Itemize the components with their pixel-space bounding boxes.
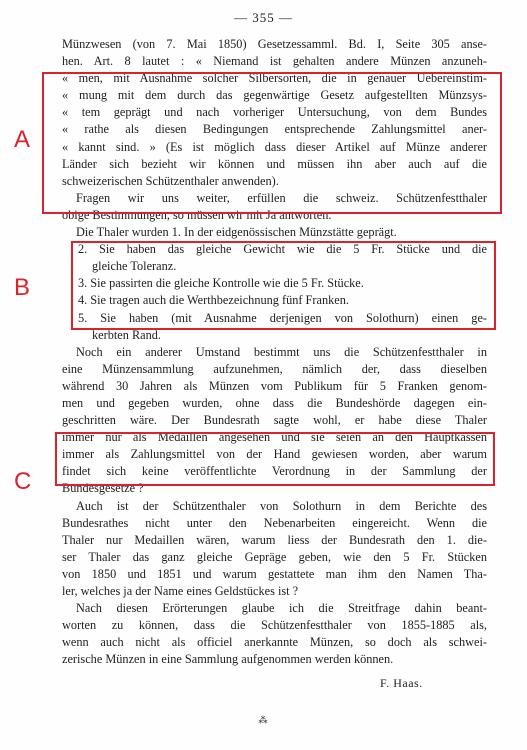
text-line: Bundesrathes nicht unter den Nebenarbeiten eingereicht. Wenn die xyxy=(62,515,487,530)
text-line: Auch ist der Schützenthaler von Solothurn in dem Berichte des xyxy=(76,498,487,513)
annotation-label-b: B xyxy=(14,274,31,301)
list-item: 4. Sie tragen auch die Werthbezeichnung fünf Franken. xyxy=(78,293,349,308)
text-line: « kannt sind. » (Es ist möglich dass dieser Artikel auf Münze anderer xyxy=(62,139,487,154)
annotation-label-a: A xyxy=(14,126,31,153)
list-item: 3. Sie passirten die gleiche Kontrolle wie die 5 Fr. Stücke. xyxy=(78,276,364,291)
text-line: zerische Münzen in eine Sammlung aufgenommen werden können. xyxy=(62,652,394,667)
text-line: von 1850 und 1851 und warum gestattete man ihm den Namen Tha- xyxy=(62,566,487,581)
text-line: Noch ein anderer Umstand bestimmt uns die Schützenfestthaler in xyxy=(76,344,487,359)
annotation-box-a xyxy=(42,72,502,214)
text-line: findet sich keine veröffentlichte Verordnung in der Sammlung der xyxy=(62,464,487,479)
text-line: wenn auch nicht als officiel anerkannte Münzen, so doch als schwei- xyxy=(62,635,487,650)
quoted-line: « rathe als diesen Bedingungen entsprechende Zahlungsmittel aner- xyxy=(62,122,487,137)
text-line: Münzwesen (von 7. Mai 1850) Gesetzessamml. Bd. I, Seite 305 anse- xyxy=(62,37,487,51)
text-line: ler, welches ja der Name eines Geldstückes ist ? xyxy=(62,584,299,598)
text-line: Thaler nur Medaillen wären, warum liess der Bundesrath den 1. die- xyxy=(62,532,487,547)
text-line: obige Bestimmungen, so müssen wir mit Ja antworten. xyxy=(62,207,332,222)
quoted-line: « mung mit dem durch das gegenwärtige Gesetz aufgestellten Münzsys- xyxy=(62,88,487,103)
list-item: 2. Sie haben das gleiche Gewicht wie die 5 Fr. Stücke und die xyxy=(78,242,487,257)
text-line: geschritten wäre. Der Bundesrath sagte wohl, er habe diese Thaler xyxy=(62,413,487,428)
signature: F. Haas. xyxy=(380,676,423,690)
annotation-box-b xyxy=(71,241,496,330)
text-line: men und gegeben wurden, ohne dass die Bundeshörde dagegen ein- xyxy=(62,395,487,410)
text-line: immer als Zahlungsmittel von der Hand gewiesen worden, aber warum xyxy=(62,447,487,462)
page-number: — 355 — xyxy=(234,10,293,25)
asterism-ornament: ⁂ xyxy=(258,715,268,725)
text-line: Nach diesen Erörterungen glaube ich die Streitfrage dahin beant- xyxy=(76,601,487,616)
text-line: schweizerischen Schützenthaler anwenden). xyxy=(62,173,279,188)
list-intro-line: Die Thaler wurden 1. In der eidgenössischen Münzstätte geprägt. xyxy=(76,225,397,240)
text-line: immer nur als Medaillen angesehen und sie seien an den Hauptkassen xyxy=(62,430,487,445)
list-item-continuation: kerbten Rand. xyxy=(92,327,161,342)
annotation-label-c: C xyxy=(14,468,32,495)
text-line: Länder sich bezieht wir können und müssen ihn aber auch auf die xyxy=(62,156,487,171)
text-line: Bundesgesetze ? xyxy=(62,481,144,496)
quoted-line: « tem geprägt und nach vorheriger Untersuchung, von dem Bundes xyxy=(62,105,487,120)
text-line: ser Thaler das ganz gleiche Gepräge geben, wie den 5 Fr. Stücken xyxy=(62,549,487,564)
quoted-line: « men, mit Ausnahme solcher Silbersorten, die in genauer Uebereinstim- xyxy=(62,71,487,86)
text-line: worten zu können, dass die Schützenfestthaler von 1855-1885 als, xyxy=(62,618,487,633)
text-line: Fragen wir uns weiter, erfüllen die schweiz. Schützenfestthaler xyxy=(76,190,487,205)
text-line: hen. Art. 8 lautet : « Niemand ist gehalten andere Münzen anzuneh- xyxy=(62,54,487,69)
text-line: eine Münzensammlung aufzunehmen, nämlich der, dass dieselben xyxy=(62,361,487,376)
list-item-continuation: gleiche Toleranz. xyxy=(92,259,177,274)
list-item: 5. Sie haben (mit Ausnahme derjenigen von Solothurn) einen ge- xyxy=(78,310,487,325)
text-line: während 30 Jahren als Münzen vom Publikum für 5 Franken genom- xyxy=(62,378,487,393)
annotation-box-c xyxy=(55,432,495,486)
